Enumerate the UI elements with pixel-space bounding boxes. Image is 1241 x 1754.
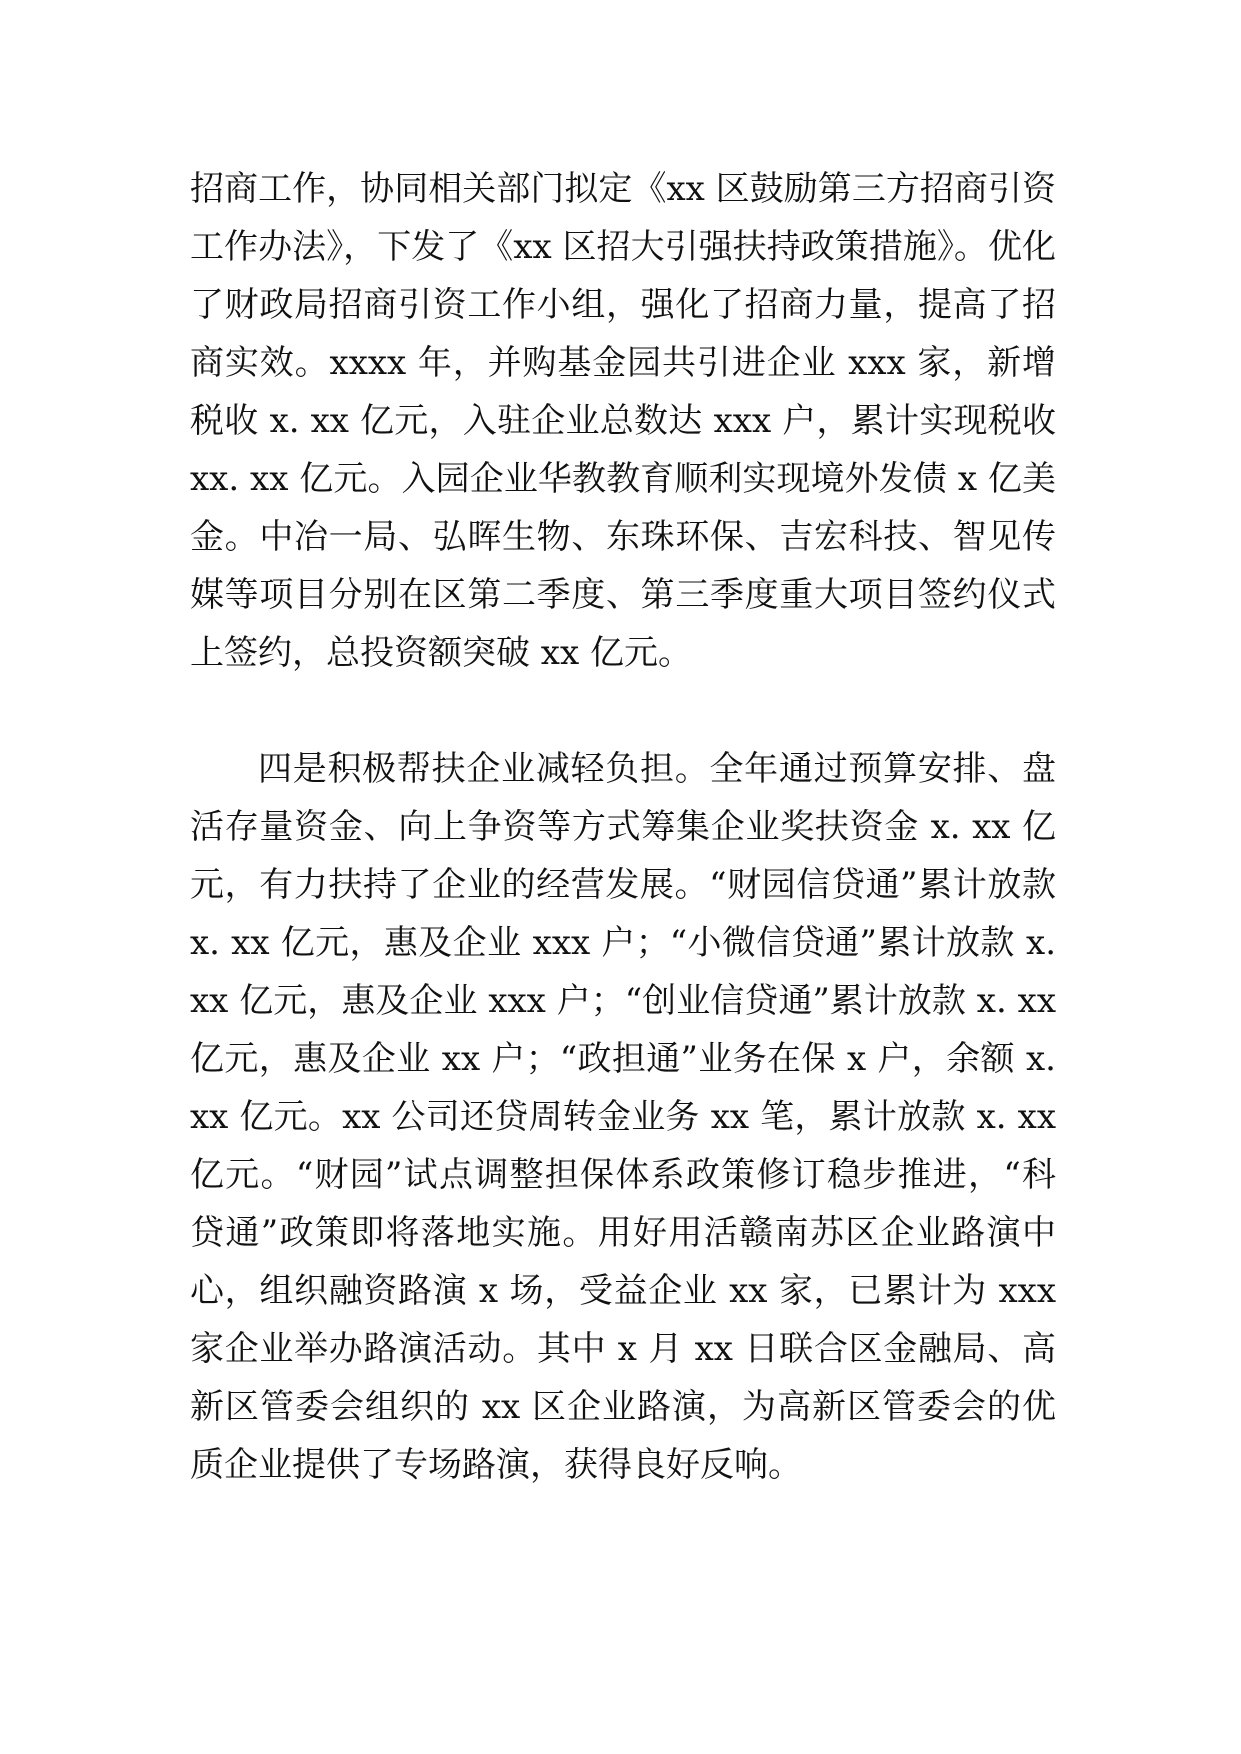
- paragraph-enterprise-support: 四是积极帮扶企业减轻负担。全年通过预算安排、盘活存量资金、向上争资等方式筹集企业奖扶资金 x. xx 亿元，有力扶持了企业的经营发展。“财园信贷通”累计放款 x. xx 亿元，惠及企业 xxx 户；“小微信贷通”累计放款 x. xx 亿元，惠及企业 xxx 户；“创业信贷通”累计放款 x. xx 亿元，惠及企业 xx 户；“政担通”业务在保 x 户，余额 x. xx 亿元。xx 公司还贷周转金业务 xx 笔，累计放款 x. xx 亿元。“财园”试点调整担保体系政策修订稳步推进，“科贷通”政策即将落地实施。用好用活赣南苏区企业路演中心，组织融资路演 x 场，受益企业 xx 家，已累计为 xxx 家企业举办路演活动。其中 x 月 xx 日联合区金融局、高新区管委会组织的 xx 区企业路演，为高新区管委会的优质企业提供了专场路演，获得良好反响。: [190, 749, 1056, 1485]
- document-body: [190, 160, 1056, 1494]
- paragraph-investment-promotion: 招商工作，协同相关部门拟定《xx 区鼓励第三方招商引资工作办法》，下发了《xx 区招大引强扶持政策措施》。优化了财政局招商引资工作小组，强化了招商力量，提高了招商实效。xxxx 年，并购基金园共引进企业 xxx 家，新增税收 x. xx 亿元，入驻企业总数达 xxx 户，累计实现税收 xx. xx 亿元。入园企业华教教育顺利实现境外发债 x 亿美金。中冶一局、弘晖生物、东珠环保、吉宏科技、智见传媒等项目分别在区第二季度、第三季度重大项目签约仪式上签约，总投资额突破 xx 亿元。: [190, 169, 1056, 673]
